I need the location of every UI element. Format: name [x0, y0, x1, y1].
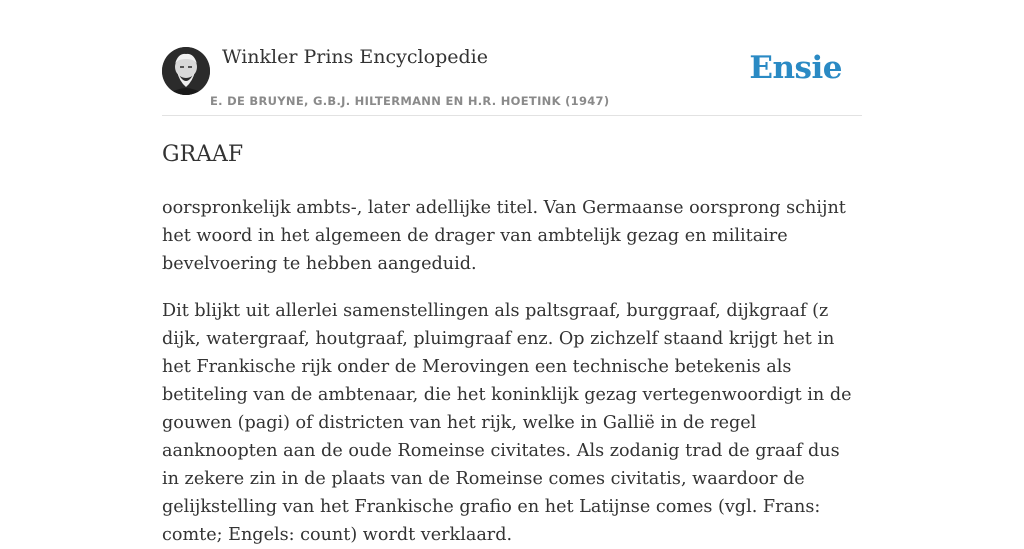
site-title[interactable]: Winkler Prins Encyclopedie — [222, 46, 488, 68]
ensie-logo-link[interactable]: Ensie — [749, 50, 842, 86]
author-portrait-icon — [162, 47, 210, 95]
entry-body — [162, 194, 862, 549]
site-header — [162, 0, 862, 116]
entry-title: GRAAF — [162, 142, 244, 167]
authors-line: E. DE BRUYNE, G.B.J. HILTERMANN EN H.R. HOETINK (1947) — [210, 94, 610, 108]
entry-paragraph: oorspronkelijk ambts-, later adellijke titel. Van Germaanse oorsprong schijnt het woord in het algemeen de drager van ambtelijk gezag en militaire bevelvoering te hebben aangeduid. — [162, 198, 846, 274]
entry-paragraph: Dit blijkt uit allerlei samenstellingen als paltsgraaf, burggraaf, dijkgraaf (z dijk, watergraaf, houtgraaf, pluimgraaf enz. Op zichzelf staand krijgt het in het Frankische rijk onder de Merovingen een technische betekenis als betiteling van de ambtenaar, die het koninklijk gezag vertegenwoordigt in de gouwen (pagi) of districten van het rijk, welke in Gallië in de regel aanknoopten aan de oude Romeinse civitates. Als zodanig trad de graaf dus in zekere zin in de plaats van de Romeinse comes civitatis, waardoor de gelijkstelling van het Frankische grafio en het Latijnse comes (vgl. Frans: comte; Engels: count) wordt verklaard. — [162, 301, 852, 545]
page — [162, 0, 862, 549]
author-avatar — [162, 47, 210, 95]
